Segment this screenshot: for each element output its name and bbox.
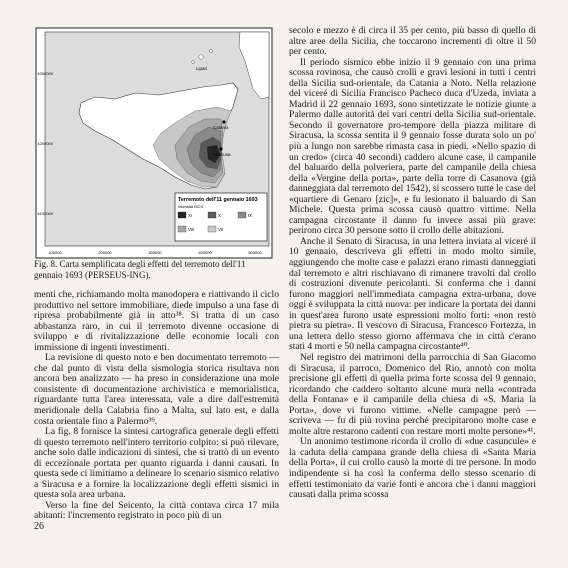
legend-label-viii: VIII (188, 227, 195, 232)
legend-title: Terremoto dell'11 gennaio 1693 (178, 197, 258, 203)
legend-label-vii: VII (218, 227, 224, 232)
map-legend (175, 193, 267, 241)
label-catania: Catania (213, 125, 229, 130)
x-tick-label: 500000 (248, 250, 262, 255)
page-number: 26 (34, 521, 44, 532)
paragraph: menti che, richiamando molta manodopera e riattivando il ciclo produttivo nel settore immobiliare, diede impulso a una fase di ripresa probabilmente già in atto³⁸. Si tratta di un caso abbastanza raro, in cui il terremoto divenne occasione di sviluppo e di rivitalizzazione delle economie locali con immissione di ingenti investimenti. (34, 289, 279, 353)
paragraph: secolo e mezzo è di circa il 35 per cento, più basso di quello di altre aree della Sicilia, che toccarono incrementi di oltre il 50 per cento. (289, 25, 536, 58)
legend-swatch-viii (178, 226, 186, 232)
x-tick-label: 200000 (98, 250, 112, 255)
paragraph: Il periodo sismico ebbe inizio il 9 gennaio con una prima scossa rovinosa, che causò crolli e gravi lesioni in tutti i centri della Sicilia sud-orientale, da Catania a Noto. Nella relazione del viceré di Sicilia Francisco Pacheco duca d'Uzeda, inviata a Madrid il 22 gennaio 1693, sono sintetizzate le notizie giunte a Palermo dalle autorità dei vari centri della Sicilia sud-orientale. Secondo il governatore pro-tempore della piazza militare di Siracusa, la scossa sentita il 9 gennaio fosse durata solo un po' più a lungo non sarebbe rimasta casa in piedi. «Nello spazio di un credo» (circa 40 secondi) caddero alcune case, il campanile del baluardo della polveriera, parte del campanile della chiesa della «Vergine della porta», parte della torre di Casanova (già danneggiata dal terremoto del 1542), si scossero tutte le case del «quartiere di Genaro [zic]», e fu lesionato il baluardo di San Michele. Questa prima scossa causò quattro vittime. Nella campagna circostante il danno fu invece assai più grave: perirono circa 30 persone sotto il crollo delle abitazioni. (289, 56, 536, 237)
catania-marker (222, 120, 225, 123)
legend-label-xi: XI (188, 213, 192, 218)
figure-map (35, 27, 273, 259)
x-tick-label: 100000 (48, 250, 62, 255)
siracusa-marker (219, 147, 222, 150)
island-lipari (199, 55, 203, 59)
figure-caption: Fig. 8. Carta semplificata degli effetti del terremoto dell'11 gennaio 1693 (PERSEUS-ING). (34, 259, 246, 280)
legend-swatch-vii (208, 226, 216, 232)
paragraph: La fig. 8 fornisce la sintesi cartografica generale degli effetti di questo terremoto nell'intero territorio colpito: si può rilevare, anche solo dalle indicazioni di sintesi, che si trattò di un evento di eccezionale portata per quanto riguarda i danni causati. In questa sede ci limitiamo a delineare lo scenario sismico relativo a Siracusa e a fornire la localizzazione degli effetti sismici in questa sola area urbana. (34, 426, 279, 501)
sicily-intensity-map (35, 27, 273, 259)
legend-label-x: X (218, 213, 221, 218)
island-stromboli (209, 49, 212, 52)
right-column (289, 26, 536, 501)
x-tick-label: 300000 (148, 250, 162, 255)
legend-subtitle: Intensità MCS (178, 204, 204, 209)
legend-label-ix: IX (248, 213, 252, 218)
paragraph: Nel registro dei matrimoni della parrocchia di San Giacomo di Siracusa, il parroco, Domenico del Rio, annotò con molta precisione gli effetti di quella prima forte scossa del 9 gennaio, ricordando che caddero soltanto alcune mura nella «contrada della Fontana» e il campanile della chiesa di «S. Maria la Porta», dove vi furono vittime. «Nelle campagne però — scriveva — fu di più rovina perché precipitarono molte case e molte altre restarono cadenti con restare morti molte persone»⁴¹. (289, 351, 536, 437)
legend-swatch-ix (238, 212, 246, 218)
y-tick-label: 4300000 (37, 71, 53, 76)
paragraph: Anche il Senato di Siracusa, in una lettera inviata al viceré il 10 gennaio, descriveva gli effetti in modo molto simile, aggiungendo che molte case e palazzi erano rimasti danneggiati dal terremoto e altri rischiavano di rimanere travolti dal crollo di costruzioni divenute pericolanti. Si conferma che i danni furono maggiori nell'immediata campagna extra-urbana, dove oggi è sviluppata la città nuova: per indicare la portata dei danni in quest'area furono usate espressioni molto forti: «non restò pietra su pietra». Il vescovo di Siracusa, Francesco Fortezza, in una lettera dello stesso giorno affermava che in città c'erano stati 4 morti e 50 nella campagna circostante⁴⁰. (289, 235, 536, 353)
y-tick-label: 4200000 (37, 141, 53, 146)
paragraph: La revisione di questo noto e ben documentato terremoto — che dal punto di vista della sismologia storica risultava non ancora ben analizzato — ha preso in considerazione una mole consistente di documentazione archivistica e memorialistica, riguardante tutta l'area interessata, vale a dire dall'estremità meridionale della Calabria fino a Malta, sul lato est, e dalla costa orientale fino a Palermo³⁹. (34, 352, 279, 427)
y-tick-label: 4100000 (37, 211, 53, 216)
x-tick-label: 400000 (198, 250, 212, 255)
label-lipari: Lipari (196, 66, 208, 71)
left-column (34, 290, 279, 522)
paragraph: Verso la fine del Seicento, la città contava circa 17 mila abitanti: l'incremento registrato in poco più di un (34, 499, 279, 522)
label-siracusa: Siracusa (213, 152, 231, 157)
island-salina (192, 61, 195, 64)
legend-swatch-xi (178, 212, 186, 218)
paragraph: Un anonimo testimone ricorda il crollo di «due casuncule» e la caduta della campana grande della chiesa di «Santa Maria della Porta», il cui crollo causò la morte di tre persone. In modo indipendente sì ha così la conferma dello stesso scenario di effetti testimoniato da varie fonti e ancora che i danni maggiori causati dalla prima scossa (289, 436, 536, 501)
legend-swatch-x (208, 212, 216, 218)
